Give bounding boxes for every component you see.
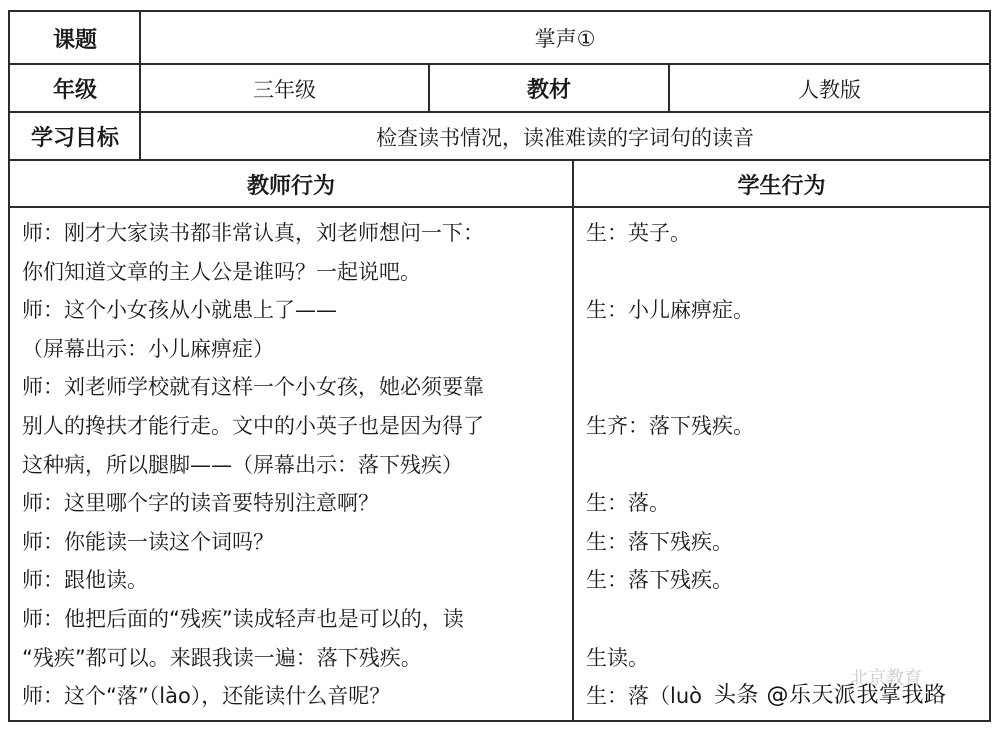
student-line [586,330,981,369]
teacher-line: 这种病，所以腿脚——（屏幕出示：落下残疾） [22,452,463,477]
student-line [586,253,981,292]
watermark: 头条 @乐天派我掌我路 [714,683,947,708]
teacher-line: 师：这个小女孩从小就患上了—— [22,298,337,323]
student-line: 生：落（luò [586,684,702,709]
row-divider [8,111,991,113]
student-line: 生：落。 [586,491,670,516]
teacher-line: 师：刘老师学校就有这样一个小女孩，她必须要靠 [22,375,484,400]
teacher-line: 别人的搀扶才能行走。文中的小英子也是因为得了 [22,413,484,438]
student-line [586,446,981,485]
teacher-line: 师：这里哪个字的读音要特别注意啊？ [22,491,379,516]
teacher-line: 师：这个“落”（lào），还能读什么音呢？ [22,684,391,709]
goal-label: 学习目标 [30,126,119,151]
col-divider [668,63,670,112]
teacher-column-header: 教师行为 [246,173,335,199]
col-divider [139,10,141,161]
col-divider [428,63,430,112]
grade-value: 三年级 [253,77,316,102]
student-line: 生：落下残疾。 [586,529,733,554]
student-line: 生：英子。 [586,221,691,245]
teacher-line: （屏幕出示：小儿麻痹症） [22,336,274,361]
goal-value: 检查读书情况，读准难读的字词句的读音 [376,125,754,150]
textbook-value: 人教版 [798,77,861,102]
teacher-line: 师：他把后面的“残疾”读成轻声也是可以的，读 [22,606,464,631]
row-divider [8,206,991,208]
student-line: 生齐：落下残疾。 [586,413,754,438]
grade-label: 年级 [52,78,97,103]
teacher-line: “残疾”都可以。来跟我读一遍：落下残疾。 [22,645,422,670]
col-divider [572,159,574,722]
student-behavior-column [586,214,981,716]
teacher-line: 师：你能读一读这个词吗？ [22,529,274,554]
topic-label: 课题 [52,27,97,53]
student-line: 生：小儿麻痹症。 [586,298,754,323]
row-divider [8,159,991,161]
student-line [586,368,981,407]
teacher-line: 师：跟他读。 [22,568,148,593]
teacher-line: 你们知道文章的主人公是谁吗？一起说吧。 [22,259,421,284]
row-divider [8,63,991,65]
topic-value: 掌声① [534,27,596,51]
textbook-label: 教材 [526,78,571,103]
student-line: 生：落下残疾。 [586,568,733,593]
teacher-line: 师：刚才大家读书都非常认真，刘老师想问一下： [22,221,484,245]
teacher-behavior-column [22,214,567,716]
student-column-header: 学生行为 [737,173,826,199]
student-line [586,600,981,639]
watermark-faint: 北京教育 [850,668,922,689]
student-line: 生读。 [586,645,649,670]
